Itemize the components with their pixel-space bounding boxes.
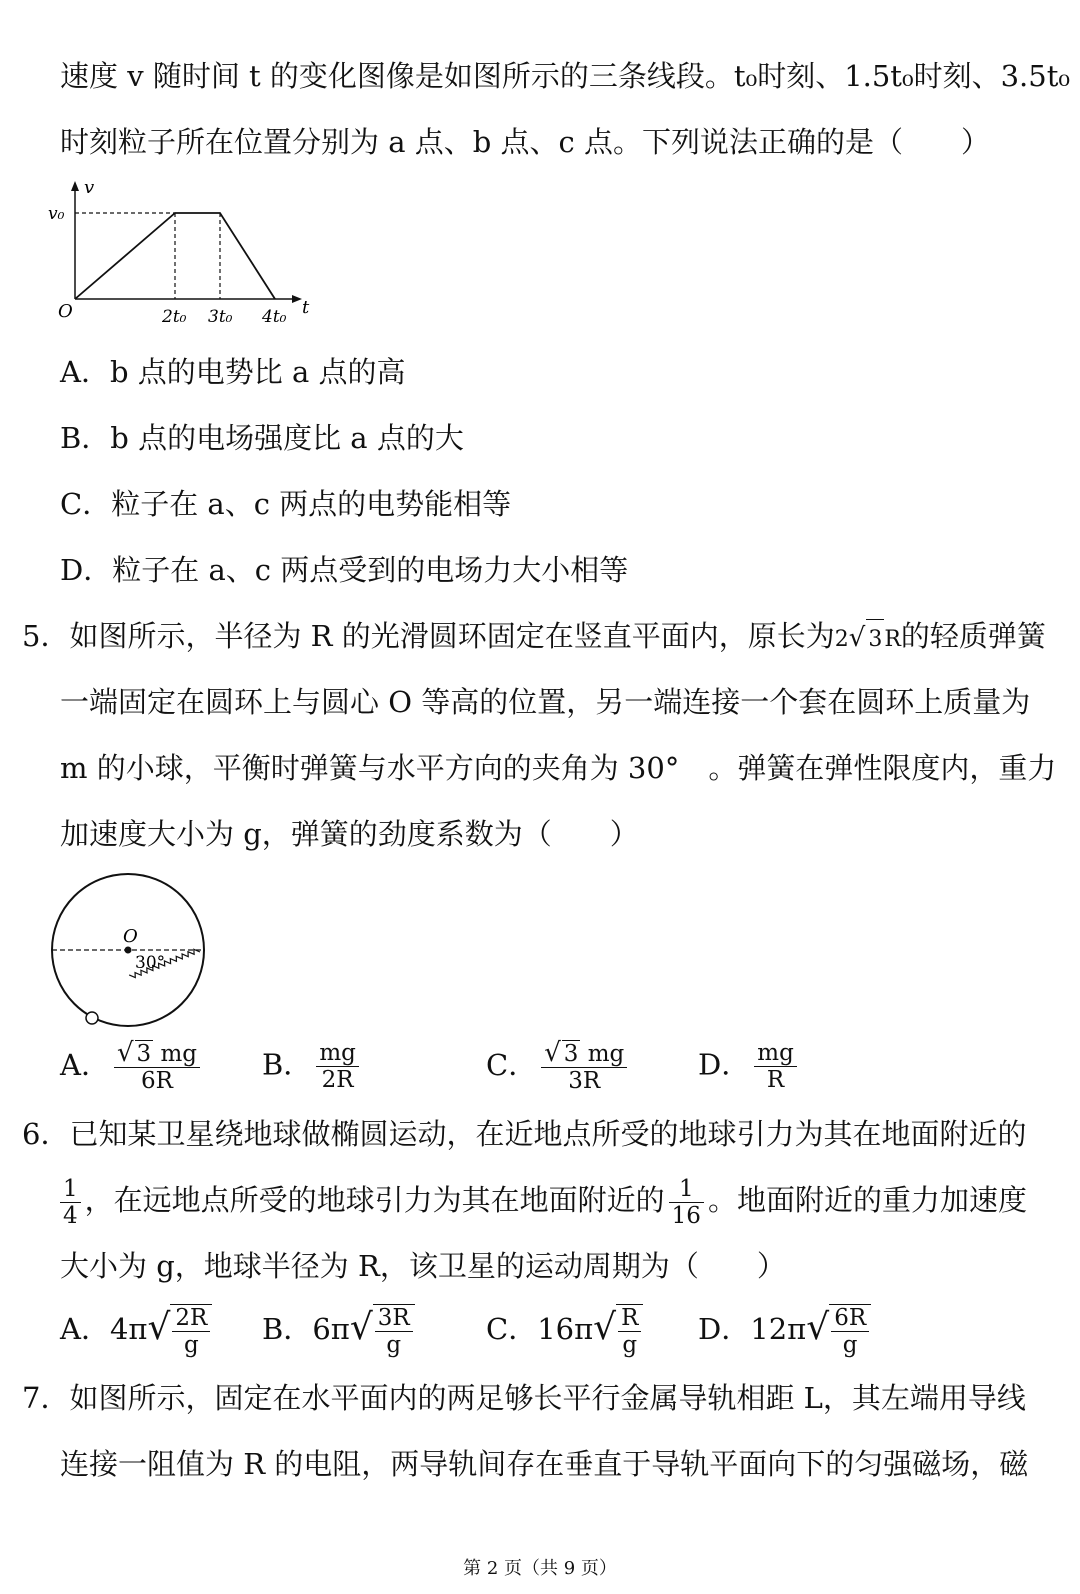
q5-line4: 加速度大小为 g，弹簧的劲度系数为（ ）: [60, 817, 639, 851]
q6-option-c: C．16π√ $\frac{R}{g}$: [486, 1304, 647, 1358]
q6-option-d: D．12π√ $\frac{6R}{g}$: [698, 1304, 875, 1358]
q4-option-c: C．粒子在 a、c 两点的电势能相等: [60, 487, 512, 521]
q4-stem-line1: 速度 v 随时间 t 的变化图像是如图所示的三条线段。t₀时刻、1.5t₀时刻、3.5t₀: [60, 59, 1070, 93]
graph-tick-2t0: 2t₀: [162, 307, 187, 327]
page-footer: 第 2 页（共 9 页）: [463, 1558, 617, 1579]
q4-option-a: A．b 点的电势比 a 点的高: [60, 355, 406, 389]
graph-v0-label: v₀: [48, 204, 65, 224]
figure-center-label: O: [123, 926, 138, 947]
q5-option-c: C． $\frac{√ 3 mg}{3R}$: [486, 1040, 631, 1094]
q4-option-d: D．粒子在 a、c 两点受到的电场力大小相等: [60, 553, 629, 587]
q5-ring-spring-figure: [40, 870, 220, 1032]
graph-x-label: t: [302, 297, 310, 318]
q5-line3: m 的小球，平衡时弹簧与水平方向的夹角为 30° 。弹簧在弹性限度内，重力: [60, 751, 1057, 785]
q7-line2: 连接一阻值为 R 的电阻，两导轨间存在垂直于导轨平面向下的匀强磁场，磁: [60, 1447, 1029, 1481]
q5-line1-end: 的轻质弹簧: [900, 619, 1046, 653]
q4-option-b: B．b 点的电场强度比 a 点的大: [60, 421, 464, 455]
q5-option-b: B． $\frac{mg}{2R}$: [262, 1040, 363, 1093]
q5-line1: [22, 616, 1046, 660]
graph-tick-3t0: 3t₀: [208, 307, 233, 327]
figure-angle-label: 30°: [135, 953, 166, 973]
q4-velocity-time-graph: [40, 175, 320, 335]
q6-option-a: A．4π√ $\frac{2R}{g}$: [60, 1304, 216, 1358]
q6-line1: 6．已知某卫星绕地球做椭圆运动，在近地点所受的地球引力为其在地面附近的: [22, 1117, 1027, 1151]
q6-line2: $\frac{1}{4}$ ，在远地点所受的地球引力为其在地面附近的 $\frac{1}{16}$ 。地面附近的重力加速度: [60, 1170, 1027, 1230]
q5-line2: 一端固定在圆环上与圆心 O 等高的位置，另一端连接一个套在圆环上质量为: [60, 685, 1031, 719]
q7-line1: 7．如图所示，固定在水平面内的两足够长平行金属导轨相距 L，其左端用导线: [22, 1381, 1026, 1415]
graph-origin-label: O: [58, 301, 73, 322]
q6-line3: 大小为 g，地球半径为 R，该卫星的运动周期为（ ）: [60, 1249, 786, 1283]
q5-length-expr: 2√ 3R: [835, 627, 901, 652]
q5-line1-text: 5．如图所示，半径为 R 的光滑圆环固定在竖直平面内，原长为: [22, 619, 835, 653]
graph-y-label: v: [84, 177, 95, 198]
graph-tick-4t0: 4t₀: [262, 307, 287, 327]
q6-option-b: B．6π√ $\frac{3R}{g}$: [262, 1304, 419, 1358]
q4-stem-line2: 时刻粒子所在位置分别为 a 点、b 点、c 点。下列说法正确的是（ ）: [60, 125, 990, 159]
q5-option-a: A． $\frac{√ 3 mg}{6R}$: [60, 1040, 204, 1094]
q5-option-d: D． $\frac{mg}{R}$: [698, 1040, 801, 1093]
